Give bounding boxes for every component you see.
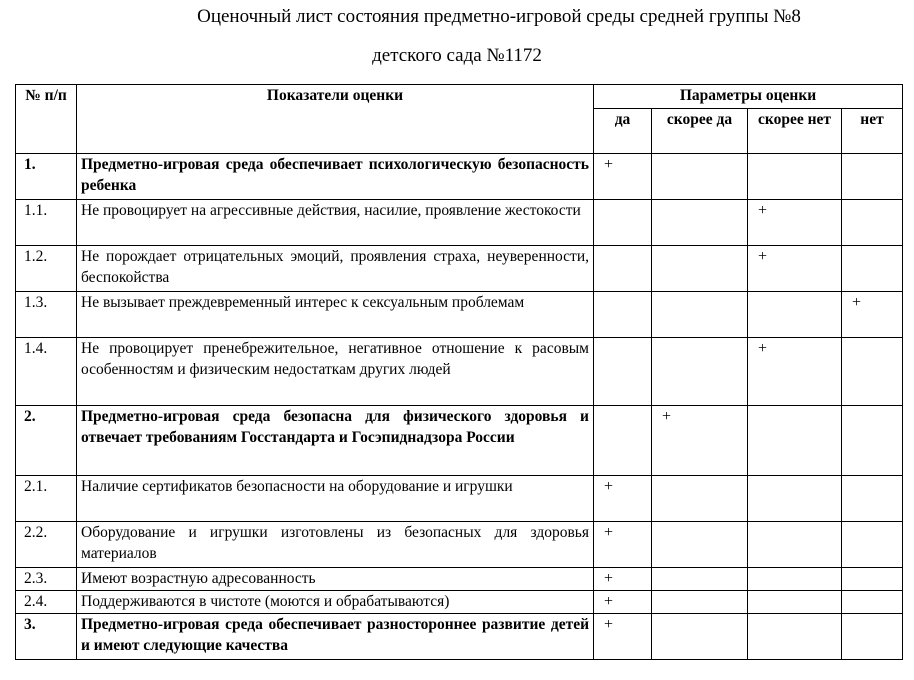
indicator-text: Не вызывает преждевременный интерес к сексуальным проблемам	[77, 292, 594, 338]
mark-cell-rather-yes	[652, 154, 748, 200]
header-col-no: нет	[842, 109, 903, 154]
mark-cell-yes	[594, 200, 652, 246]
indicator-text: Не порождает отрицательных эмоций, проявления страха, неуверенности, беспокойства	[77, 246, 594, 292]
mark-cell-no	[842, 338, 903, 406]
row-number: 1.	[16, 154, 77, 200]
mark-cell-no	[842, 246, 903, 292]
mark-cell-rather-no	[748, 522, 842, 568]
mark-cell-rather-yes	[652, 591, 748, 614]
mark-cell-yes	[594, 292, 652, 338]
mark-cell-yes: +	[594, 476, 652, 522]
table-row	[16, 154, 903, 200]
row-number: 1.2.	[16, 246, 77, 292]
table-row	[16, 476, 903, 522]
indicator-text: Наличие сертификатов безопасности на оборудование и игрушки	[77, 476, 594, 522]
document-title-line-2: детского сада №1172	[372, 45, 542, 66]
mark-cell-yes	[594, 406, 652, 476]
mark-cell-rather-yes	[652, 338, 748, 406]
table-row	[16, 246, 903, 292]
mark-cell-rather-no	[748, 568, 842, 591]
mark-cell-rather-no: +	[748, 200, 842, 246]
mark-cell-rather-yes	[652, 522, 748, 568]
header-indicators: Показатели оценки	[77, 85, 594, 154]
table-row	[16, 522, 903, 568]
mark-cell-rather-yes	[652, 568, 748, 591]
mark-cell-no	[842, 200, 903, 246]
indicator-text: Оборудование и игрушки изготовлены из безопасных для здоровья материалов	[77, 522, 594, 568]
header-col-yes: да	[594, 109, 652, 154]
mark-cell-no	[842, 406, 903, 476]
row-number: 3.	[16, 614, 77, 660]
mark-cell-yes	[594, 246, 652, 292]
row-number: 2.3.	[16, 568, 77, 591]
mark-cell-yes: +	[594, 154, 652, 200]
table-row	[16, 200, 903, 246]
indicator-text: Предметно-игровая среда безопасна для физического здоровья и отвечает требованиям Госстандарта и Госэпиднадзора России	[77, 406, 594, 476]
mark-cell-no	[842, 522, 903, 568]
mark-cell-yes: +	[594, 568, 652, 591]
mark-cell-rather-yes	[652, 476, 748, 522]
row-number: 2.4.	[16, 591, 77, 614]
row-number: 2.2.	[16, 522, 77, 568]
mark-cell-rather-yes	[652, 614, 748, 660]
table-row	[16, 406, 903, 476]
row-number: 1.4.	[16, 338, 77, 406]
evaluation-table	[15, 84, 903, 660]
mark-cell-rather-yes	[652, 200, 748, 246]
row-number: 1.1.	[16, 200, 77, 246]
indicator-text: Предметно-игровая среда обеспечивает психологическую безопасность ребенка	[77, 154, 594, 200]
table-row	[16, 568, 903, 591]
mark-cell-no	[842, 614, 903, 660]
row-number: 1.3.	[16, 292, 77, 338]
mark-cell-rather-yes: +	[652, 406, 748, 476]
mark-cell-yes: +	[594, 591, 652, 614]
mark-cell-no	[842, 476, 903, 522]
row-number: 2.	[16, 406, 77, 476]
table-row	[16, 591, 903, 614]
mark-cell-rather-no	[748, 614, 842, 660]
header-col-rather-yes: скорее да	[652, 109, 748, 154]
indicator-text: Не провоцирует на агрессивные действия, насилие, проявление жестокости	[77, 200, 594, 246]
indicator-text: Поддерживаются в чистоте (моются и обрабатываются)	[77, 591, 594, 614]
table-row	[16, 338, 903, 406]
mark-cell-no	[842, 568, 903, 591]
indicator-text: Не провоцирует пренебрежительное, негативное отношение к расовым особенностям и физическим недостаткам других людей	[77, 338, 594, 406]
indicator-text: Имеют возрастную адресованность	[77, 568, 594, 591]
header-col-rather-no: скорее нет	[748, 109, 842, 154]
mark-cell-rather-no: +	[748, 338, 842, 406]
table-row	[16, 292, 903, 338]
table-row	[16, 614, 903, 660]
document-title-line-1: Оценочный лист состояния предметно-игровой среды средней группы №8	[197, 6, 801, 27]
header-params: Параметры оценки	[594, 85, 903, 109]
mark-cell-rather-no	[748, 591, 842, 614]
mark-cell-rather-no	[748, 406, 842, 476]
indicator-text: Предметно-игровая среда обеспечивает разностороннее развитие детей и имеют следующие качества	[77, 614, 594, 660]
mark-cell-rather-no	[748, 292, 842, 338]
mark-cell-rather-yes	[652, 292, 748, 338]
mark-cell-yes: +	[594, 522, 652, 568]
mark-cell-no: +	[842, 292, 903, 338]
row-number: 2.1.	[16, 476, 77, 522]
header-num: № п/п	[16, 85, 77, 154]
mark-cell-rather-no: +	[748, 246, 842, 292]
mark-cell-yes: +	[594, 614, 652, 660]
mark-cell-rather-no	[748, 476, 842, 522]
mark-cell-no	[842, 591, 903, 614]
mark-cell-no	[842, 154, 903, 200]
mark-cell-rather-no	[748, 154, 842, 200]
mark-cell-rather-yes	[652, 246, 748, 292]
mark-cell-yes	[594, 338, 652, 406]
